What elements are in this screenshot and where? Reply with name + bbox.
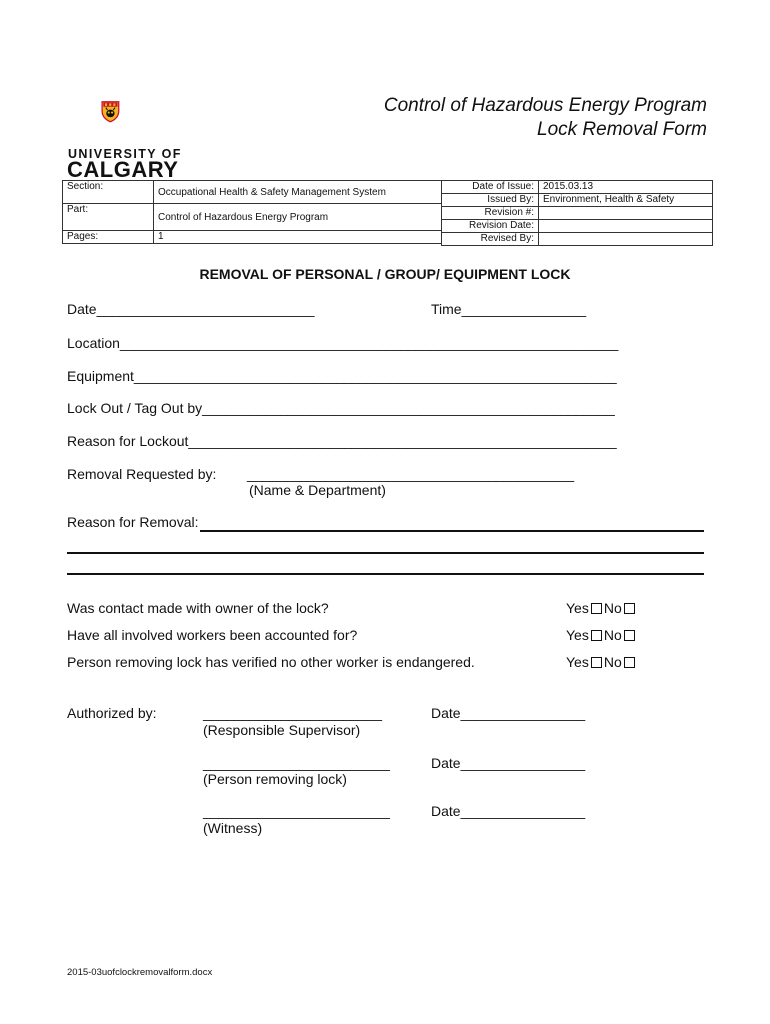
revision-number-label: Revision #:: [442, 207, 539, 220]
authorized-by-label: Authorized by:: [67, 705, 157, 721]
date-field-witness[interactable]: Date________________: [431, 803, 586, 819]
lockout-by-field[interactable]: Lock Out / Tag Out by_____________________________________________________: [67, 400, 615, 416]
issued-by-value: Environment, Health & Safety: [539, 194, 713, 207]
university-crest-icon: [100, 92, 150, 144]
signature-caption-witness: (Witness): [203, 820, 263, 836]
question-yes-no[interactable]: [566, 627, 637, 643]
date-of-issue-value: 2015.03.13: [539, 181, 713, 194]
name-department-caption: (Name & Department): [249, 482, 386, 498]
yes-label: Yes: [566, 627, 589, 643]
signature-line-remover[interactable]: ________________________: [203, 755, 390, 771]
time-field[interactable]: Time________________: [431, 301, 587, 317]
footer-filename: 2015-03uofclockremovalform.docx: [67, 967, 213, 978]
issued-by-label: Issued By:: [442, 194, 539, 207]
section-label: Section:: [63, 181, 154, 204]
signature-line-witness[interactable]: ________________________: [203, 803, 390, 819]
brand-line1: UNIVERSITY OF: [68, 147, 182, 161]
no-label: No: [603, 627, 622, 643]
header-left-table: [62, 180, 442, 244]
removal-requested-line[interactable]: __________________________________________: [247, 466, 575, 482]
header-right-table: [441, 180, 713, 246]
removal-requested-label: Removal Requested by:: [67, 466, 217, 482]
signature-line-supervisor[interactable]: _______________________: [203, 705, 383, 721]
date-field[interactable]: Date____________________________: [67, 301, 315, 317]
question-yes-no[interactable]: [566, 600, 637, 616]
question-text: Person removing lock has verified no other worker is endangered.: [67, 654, 475, 670]
location-field[interactable]: Location________________________________________________________________: [67, 335, 619, 351]
section-heading: REMOVAL OF PERSONAL / GROUP/ EQUIPMENT LOCK: [199, 266, 571, 282]
date-of-issue-label: Date of Issue:: [442, 181, 539, 194]
revised-by-label: Revised By:: [442, 233, 539, 246]
yes-label: Yes: [566, 600, 589, 616]
signature-caption-supervisor: (Responsible Supervisor): [203, 722, 361, 738]
reason-removal-line-2[interactable]: [67, 552, 704, 554]
reason-removal-line-3[interactable]: [67, 573, 704, 575]
reason-removal-label: Reason for Removal:: [67, 514, 199, 530]
pages-label: Pages:: [63, 231, 154, 244]
section-value: Occupational Health & Safety Management System: [154, 181, 442, 204]
question-text: Was contact made with owner of the lock?: [67, 600, 329, 616]
yes-checkbox[interactable]: [591, 657, 602, 668]
revision-date-value: [539, 220, 713, 233]
part-label: Part:: [63, 204, 154, 231]
date-field-remover[interactable]: Date________________: [431, 755, 586, 771]
yes-checkbox[interactable]: [591, 630, 602, 641]
reason-lockout-field[interactable]: Reason for Lockout_______________________________________________________: [67, 433, 617, 449]
question-yes-no[interactable]: [566, 654, 637, 670]
part-value: Control of Hazardous Energy Program: [154, 204, 442, 231]
revision-number-value: [539, 207, 713, 220]
no-label: No: [603, 654, 622, 670]
reason-removal-line-1[interactable]: [200, 530, 704, 532]
revised-by-value: [539, 233, 713, 246]
signature-caption-remover: (Person removing lock): [203, 771, 347, 787]
question-text: Have all involved workers been accounted for?: [67, 627, 358, 643]
yes-checkbox[interactable]: [591, 603, 602, 614]
pages-value: 1: [154, 231, 442, 244]
no-label: No: [603, 600, 622, 616]
form-title-line2: Lock Removal Form: [537, 119, 707, 140]
no-checkbox[interactable]: [624, 630, 635, 641]
yes-label: Yes: [566, 654, 589, 670]
equipment-field[interactable]: Equipment______________________________________________________________: [67, 368, 617, 384]
revision-date-label: Revision Date:: [442, 220, 539, 233]
form-title-line1: Control of Hazardous Energy Program: [383, 95, 707, 116]
date-field-supervisor[interactable]: Date________________: [431, 705, 586, 721]
no-checkbox[interactable]: [624, 603, 635, 614]
brand-name: CALGARY: [67, 157, 179, 182]
no-checkbox[interactable]: [624, 657, 635, 668]
